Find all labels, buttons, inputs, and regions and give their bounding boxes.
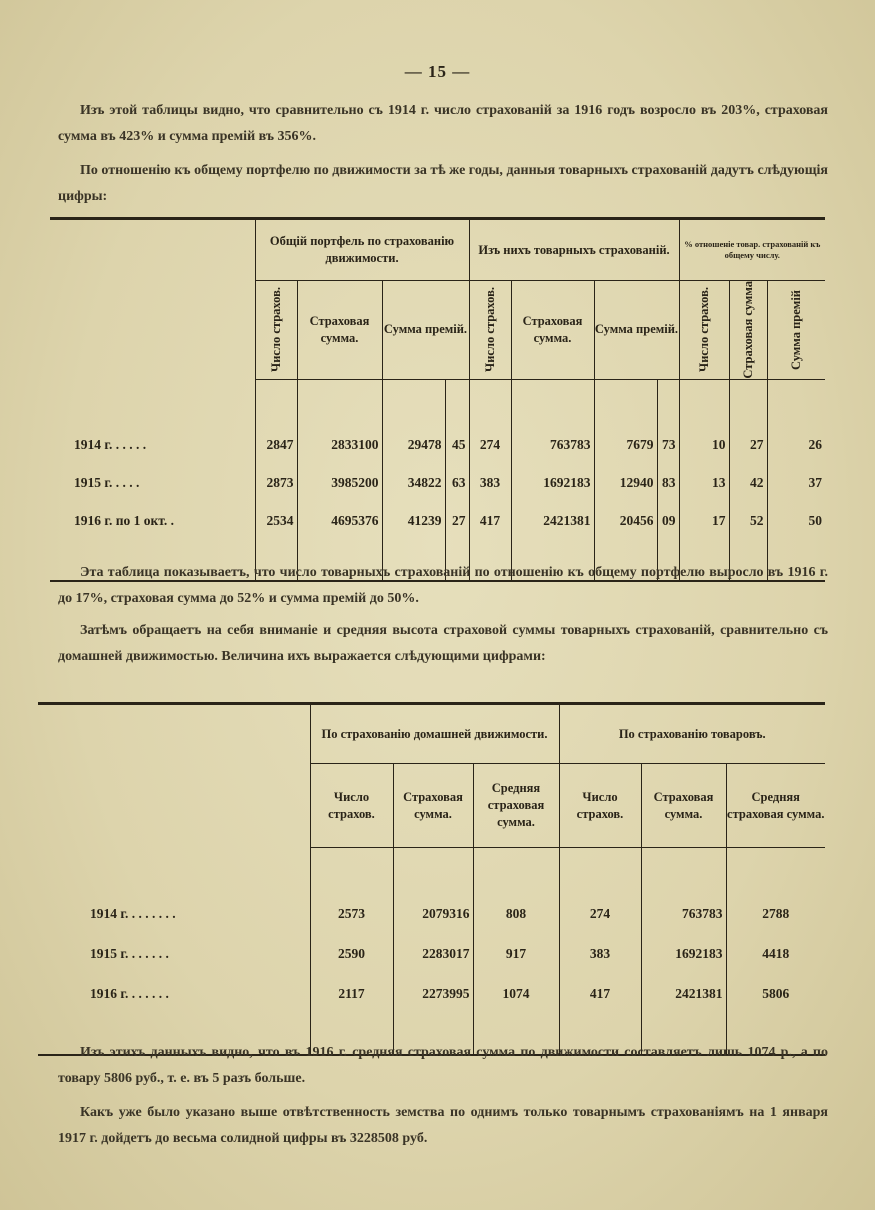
paragraph-1: Изъ этой таблицы видно, что сравнительно съ 1914 г. число страхованій за 1916 годъ возросло въ 203%, страховая сумма въ 423% и сумма премій въ 356%. bbox=[58, 103, 828, 144]
goods-count-header: Число страхов. bbox=[483, 287, 497, 373]
general-count-header: Число страхов. bbox=[269, 287, 283, 373]
cell-general-sum: 2833100 bbox=[297, 426, 382, 464]
cell-goods-premium-rub: 12940 bbox=[594, 464, 657, 502]
cell-general-premium-kop: 63 bbox=[445, 464, 469, 502]
cell-home-sum: 2283017 bbox=[393, 934, 473, 974]
cell-general-premium-rub: 41239 bbox=[382, 502, 445, 540]
cell-home-count: 2573 bbox=[310, 894, 393, 934]
cell-general-premium-kop: 45 bbox=[445, 426, 469, 464]
page-number: — 15 — bbox=[404, 62, 471, 81]
cell-percent-sum: 52 bbox=[729, 502, 767, 540]
cell-goods-sum: 763783 bbox=[641, 894, 726, 934]
average-sum-table bbox=[38, 702, 825, 1056]
table-row bbox=[50, 464, 825, 502]
cell-goods-count: 417 bbox=[469, 502, 511, 540]
cell-goods-sum: 1692183 bbox=[511, 464, 594, 502]
cell-percent-count: 13 bbox=[679, 464, 729, 502]
paragraph-4: Затѣмъ обращаетъ на себя вниманіе и средняя высота страховой суммы товарныхъ страхованій, сравнительно съ домашней движимостью. Величина ихъ выражается слѣдующими цифрами: bbox=[58, 623, 828, 664]
home-count-header: Число страхов. bbox=[310, 764, 393, 848]
cell-general-count: 2847 bbox=[255, 426, 297, 464]
table-row bbox=[38, 974, 825, 1014]
cell-goods-premium-rub: 7679 bbox=[594, 426, 657, 464]
year-header-cell bbox=[38, 704, 310, 848]
paragraph-2: По отношенію къ общему портфелю по движимости за тѣ же годы, данныя товарныхъ страхованій дадутъ слѣдующія цифры: bbox=[58, 163, 828, 204]
cell-percent-premium: 37 bbox=[767, 464, 825, 502]
cell-goods-count: 383 bbox=[559, 934, 641, 974]
portfolio-table bbox=[50, 217, 825, 582]
goods-header: По страхованію товаровъ. bbox=[559, 704, 825, 764]
cell-goods-sum: 2421381 bbox=[511, 502, 594, 540]
row-year: 1914 г. . . . . . bbox=[74, 436, 147, 452]
home-property-header: По страхованію домашней движимости. bbox=[310, 704, 559, 764]
cell-general-premium-kop: 27 bbox=[445, 502, 469, 540]
cell-goods-premium-kop: 09 bbox=[657, 502, 679, 540]
cell-goods-count: 383 bbox=[469, 464, 511, 502]
cell-percent-premium: 50 bbox=[767, 502, 825, 540]
cell-percent-count: 17 bbox=[679, 502, 729, 540]
goods-avg-header: Средняя страховая сумма. bbox=[726, 764, 825, 848]
cell-general-count: 2534 bbox=[255, 502, 297, 540]
row-year: 1915 г. . . . . . . bbox=[90, 946, 169, 961]
cell-general-sum: 3985200 bbox=[297, 464, 382, 502]
home-sum-header: Страховая сумма. bbox=[393, 764, 473, 848]
cell-home-count: 2590 bbox=[310, 934, 393, 974]
cell-percent-sum: 42 bbox=[729, 464, 767, 502]
cell-home-avg: 808 bbox=[473, 894, 559, 934]
cell-home-sum: 2079316 bbox=[393, 894, 473, 934]
cell-goods-avg: 4418 bbox=[726, 934, 825, 974]
goods-sum-header: Страховая сумма. bbox=[511, 281, 594, 380]
paragraph-6: Какъ уже было указано выше отвѣтственность земства по однимъ только товарнымъ страхованіямъ на 1 января 1917 г. дойдетъ до весьма солидной цифры въ 3228508 руб. bbox=[58, 1105, 828, 1146]
table-row bbox=[50, 426, 825, 464]
cell-home-avg: 1074 bbox=[473, 974, 559, 1014]
goods-count-header: Число страхов. bbox=[559, 764, 641, 848]
cell-goods-premium-kop: 73 bbox=[657, 426, 679, 464]
goods-insurance-header: Изъ нихъ товарныхъ страхованій. bbox=[469, 219, 679, 281]
cell-goods-avg: 2788 bbox=[726, 894, 825, 934]
percent-premium-header: Сумма премій bbox=[789, 289, 804, 370]
row-year: 1914 г. . . . . . . . bbox=[90, 906, 176, 921]
percent-ratio-header: % отношеніе товар. страхованій къ общему числу. bbox=[679, 219, 825, 281]
paragraph-3: Эта таблица показываетъ, что число товарныхъ страхованій по отношенію къ общему портфелю выросло въ 1916 г. до 17%, страховая сумма до 52% и сумма премій до 50%. bbox=[58, 565, 828, 606]
home-avg-header: Средняя страховая сумма. bbox=[473, 764, 559, 848]
cell-general-premium-rub: 29478 bbox=[382, 426, 445, 464]
year-header-cell bbox=[50, 219, 255, 380]
goods-sum-header: Страховая сумма. bbox=[641, 764, 726, 848]
percent-sum-header: Страховая сумма bbox=[741, 281, 755, 379]
goods-premium-header: Сумма премій. bbox=[594, 281, 679, 380]
cell-home-sum: 2273995 bbox=[393, 974, 473, 1014]
table-row bbox=[38, 894, 825, 934]
cell-percent-premium: 26 bbox=[767, 426, 825, 464]
row-year: 1915 г. . . . . bbox=[74, 474, 140, 490]
cell-home-avg: 917 bbox=[473, 934, 559, 974]
table-row bbox=[38, 934, 825, 974]
general-premium-header: Сумма премій. bbox=[382, 281, 469, 380]
cell-goods-count: 274 bbox=[559, 894, 641, 934]
cell-goods-avg: 5806 bbox=[726, 974, 825, 1014]
cell-goods-sum: 1692183 bbox=[641, 934, 726, 974]
cell-percent-sum: 27 bbox=[729, 426, 767, 464]
paragraph-5: Изъ этихъ данныхъ видно, что въ 1916 г. средняя страховая сумма по движимости составляетъ лишь 1074 р., а по товару 5806 руб., т. е. въ 5 разъ больше. bbox=[58, 1045, 828, 1086]
cell-goods-sum: 763783 bbox=[511, 426, 594, 464]
cell-general-premium-rub: 34822 bbox=[382, 464, 445, 502]
cell-goods-count: 417 bbox=[559, 974, 641, 1014]
general-portfolio-header: Общій портфель по страхованію движимости. bbox=[255, 219, 469, 281]
cell-home-count: 2117 bbox=[310, 974, 393, 1014]
row-year: 1916 г. по 1 окт. . bbox=[74, 512, 175, 528]
row-year: 1916 г. . . . . . . bbox=[90, 986, 169, 1001]
general-sum-header: Страховая сумма. bbox=[297, 281, 382, 380]
cell-general-count: 2873 bbox=[255, 464, 297, 502]
cell-percent-count: 10 bbox=[679, 426, 729, 464]
cell-goods-sum: 2421381 bbox=[641, 974, 726, 1014]
table-row bbox=[50, 502, 825, 540]
cell-goods-premium-rub: 20456 bbox=[594, 502, 657, 540]
percent-count-header: Число страхов. bbox=[697, 287, 711, 373]
cell-goods-count: 274 bbox=[469, 426, 511, 464]
cell-general-sum: 4695376 bbox=[297, 502, 382, 540]
cell-goods-premium-kop: 83 bbox=[657, 464, 679, 502]
